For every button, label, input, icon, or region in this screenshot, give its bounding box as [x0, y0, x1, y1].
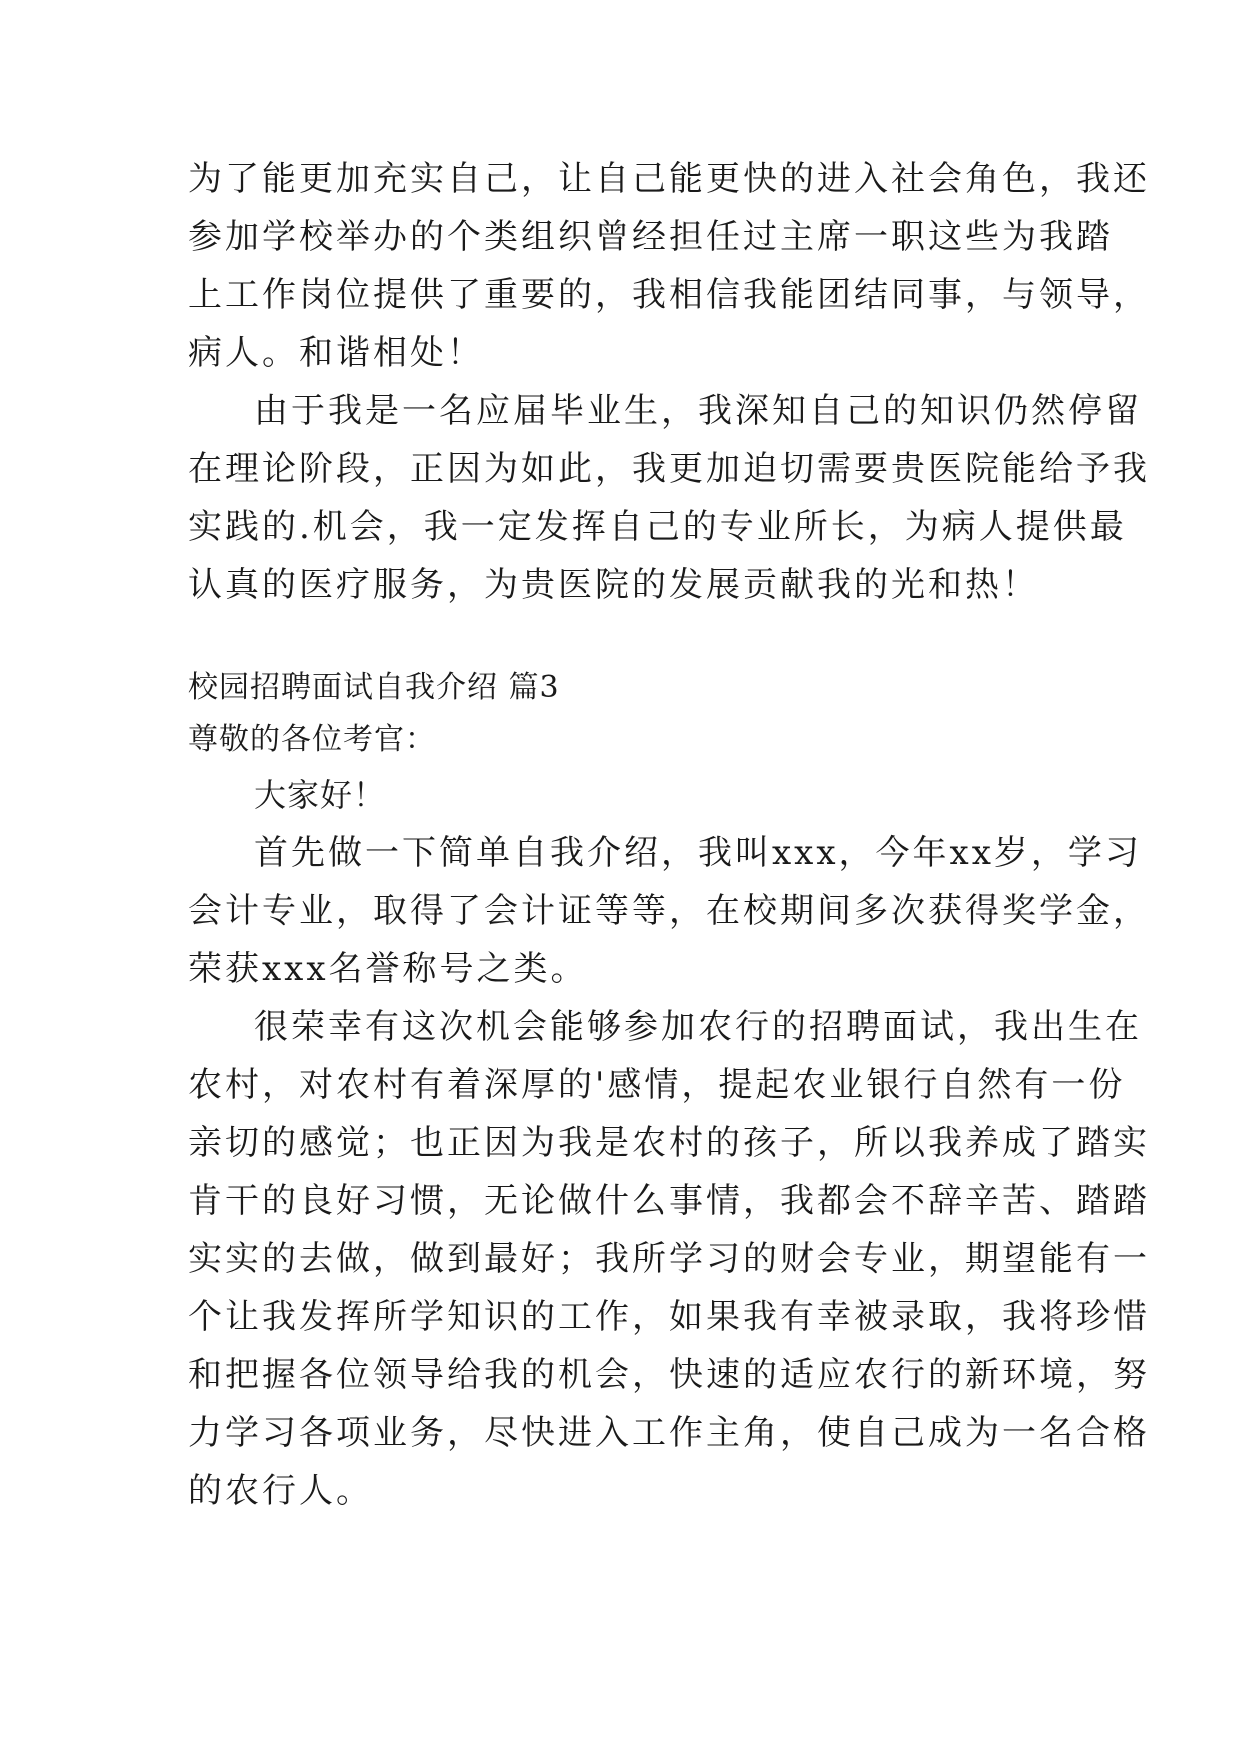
text-line: 为了能更加充实自己，让自己能更快的进入社会角色，我还 [188, 159, 1150, 199]
text-line: 肯干的良好习惯，无论做什么事情，我都会不辞辛苦、踏踏 [188, 1181, 1150, 1221]
text-line: 实实的去做，做到最好；我所学习的财会专业，期望能有一 [188, 1239, 1150, 1279]
text-line: 个让我发挥所学知识的工作，如果我有幸被录取，我将珍惜 [188, 1297, 1150, 1337]
text-line: 由于我是一名应届毕业生，我深知自己的知识仍然停留 [254, 391, 1142, 431]
paragraph [188, 998, 1150, 1520]
text-line: 病人。和谐相处！ [188, 333, 484, 373]
text-line: 认真的医疗服务，为贵医院的发展贡献我的光和热！ [188, 565, 1039, 605]
text-line: 实践的.机会，我一定发挥自己的专业所长，为病人提供最 [188, 507, 1127, 547]
text-line: 农村，对农村有着深厚的'感情，提起农业银行自然有一份 [188, 1065, 1126, 1105]
paragraph [188, 382, 1150, 614]
paragraph [188, 150, 1150, 382]
text-line: 会计专业，取得了会计证等等，在校期间多次获得奖学金， [188, 891, 1150, 931]
text-line: 和把握各位领导给我的机会，快速的适应农行的新环境，努 [188, 1355, 1150, 1395]
text-line: 很荣幸有这次机会能够参加农行的招聘面试，我出生在 [254, 1007, 1142, 1047]
text-line: 上工作岗位提供了重要的，我相信我能团结同事，与领导， [188, 275, 1150, 315]
text-line: 参加学校举办的个类组织曾经担任过主席一职这些为我踏 [188, 217, 1113, 257]
text-line: 首先做一下简单自我介绍，我叫xxx，今年xx岁，学习 [254, 833, 1142, 873]
paragraph [188, 824, 1150, 998]
text-line: 荣获xxx名誉称号之类。 [188, 949, 588, 989]
text-line: 亲切的感觉；也正因为我是农村的孩子，所以我养成了踏实 [188, 1123, 1150, 1163]
greeting: 大家好！ [254, 776, 387, 814]
document-page [188, 150, 1150, 1520]
salutation: 尊敬的各位考官： [188, 722, 436, 757]
text-line: 力学习各项业务，尽快进入工作主角，使自己成为一名合格 [188, 1413, 1150, 1453]
text-line: 的农行人。 [188, 1471, 373, 1511]
section-spacer [188, 614, 1068, 662]
text-line: 在理论阶段，正因为如此，我更加迫切需要贵医院能给予我 [188, 449, 1150, 489]
section-heading: 校园招聘面试自我介绍 篇3 [188, 670, 560, 705]
